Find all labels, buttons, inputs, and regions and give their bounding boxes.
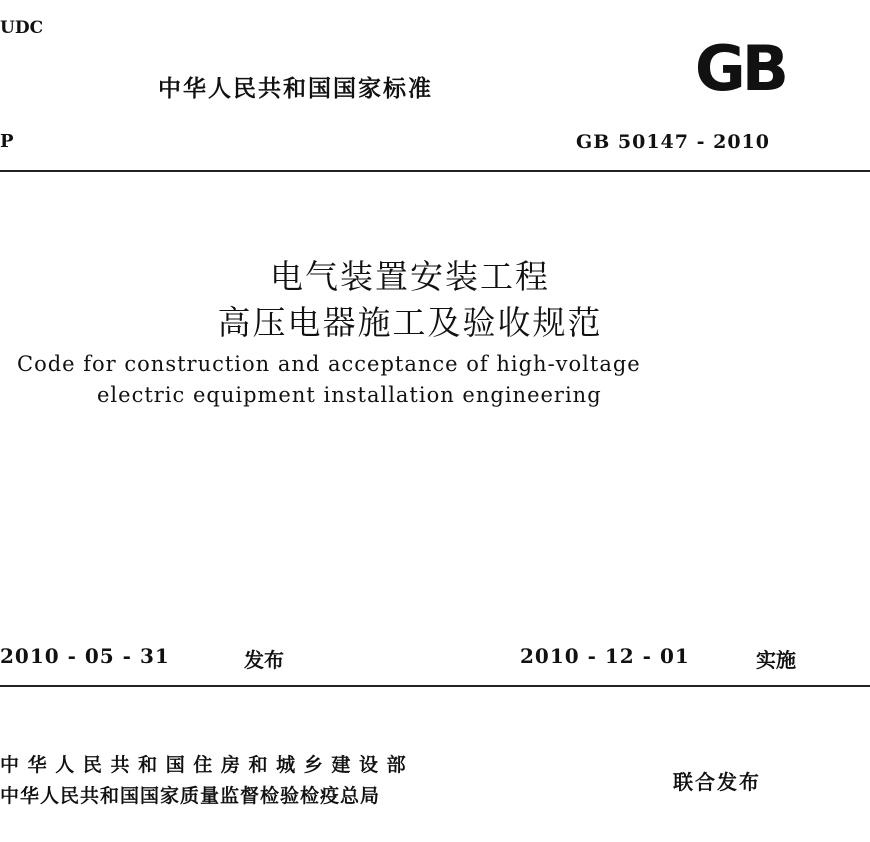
joint-issue-label: 联合发布	[673, 770, 761, 794]
issue-date: 2010 - 05 - 31	[0, 644, 170, 668]
svg-text:GB: GB	[694, 38, 786, 100]
effective-label: 实施	[756, 648, 796, 672]
gb-logo	[655, 38, 825, 100]
udc-label: UDC	[0, 18, 44, 38]
issuer-1: 中 华 人 民 共 和 国 住 房 和 城 乡 建 设 部	[0, 754, 407, 776]
title-cn-line2: 高压电器施工及验收规范	[217, 303, 603, 342]
issue-label: 发布	[244, 648, 284, 672]
header-divider	[0, 170, 870, 172]
title-en-line1: Code for construction and acceptance of high-voltage	[17, 352, 641, 376]
title-cn-line1: 电气装置安装工程	[270, 257, 550, 296]
classification-code: P	[0, 131, 14, 152]
effective-date: 2010 - 12 - 01	[520, 644, 690, 668]
standard-number: GB 50147 - 2010	[576, 131, 770, 153]
title-en-line2: electric equipment installation engineering	[97, 383, 602, 407]
issuer-2: 中华人民共和国国家质量监督检验检疫总局	[0, 785, 381, 807]
footer-divider	[0, 685, 870, 687]
standard-type: 中华人民共和国国家标准	[158, 76, 433, 102]
